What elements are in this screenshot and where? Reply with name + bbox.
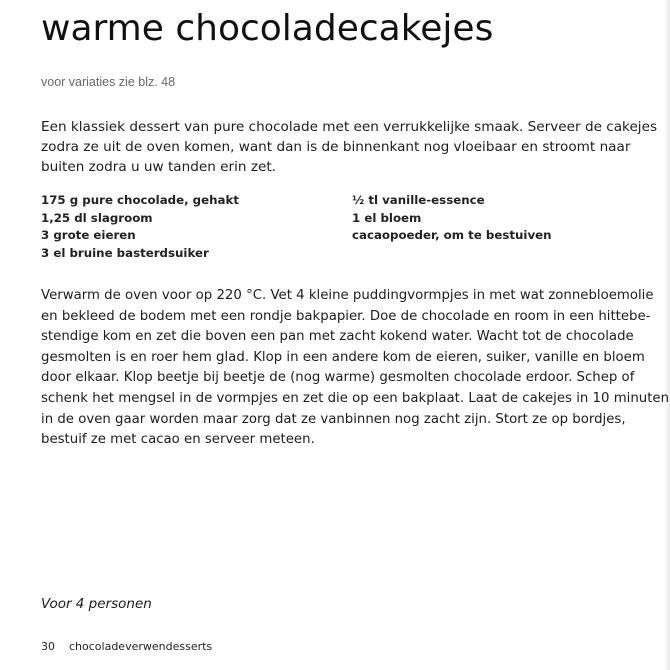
- method-line: door elkaar. Klop beetje bij beetje de (nog warme) gesmolten chocolade erdoor. Schep of: [41, 370, 635, 386]
- method-line: Verwarm de oven voor op 220 °C. Vet 4 kleine puddingvormpjes in met wat zonnebloemolie: [41, 288, 654, 303]
- intro-line: buiten zodra u uw tanden erin zet.: [41, 159, 276, 175]
- ingredient-item: 3 el bruine basterdsuiker: [41, 245, 209, 260]
- method-line: bestuif ze met cacao en serveer meteen.: [41, 432, 315, 448]
- ingredient-item: 1 el bloem: [352, 210, 422, 225]
- method-line: gesmolten is en roer hem glad. Klop in een andere kom de eieren, suiker, vanille en bloem: [41, 349, 645, 365]
- servings: Voor 4 personen: [41, 596, 152, 612]
- ingredients-list-left: [41, 192, 239, 262]
- method-line: schenk het mengsel in de vormpjes en zet die op een bakplaat. Laat de cakejes in 10 minuten: [41, 390, 670, 406]
- page-number: 30: [41, 640, 55, 653]
- page-footer: [41, 640, 212, 653]
- variations-note: voor variaties zie blz. 48: [41, 75, 176, 89]
- method-line: stendige kom en zet die boven een pan met zacht kokend water. Wacht tot de chocolade: [41, 329, 634, 345]
- intro-line: Een klassiek dessert van pure chocolade met een verrukkelijke smaak. Serveer de cakejes: [41, 119, 658, 135]
- recipe-title: warme chocoladecakejes: [41, 8, 494, 49]
- ingredient-item: ½ tl vanille-essence: [352, 193, 485, 207]
- method-paragraph: [41, 286, 669, 451]
- ingredient-item: 175 g pure chocolade, gehakt: [41, 193, 239, 207]
- ingredient-item: cacaopoeder, om te bestuiven: [352, 228, 552, 243]
- ingredients-list-right: [352, 192, 552, 245]
- method-line: in de oven gaar worden maar zorg dat ze vanbinnen nog zacht zijn. Stort ze op bordjes,: [41, 411, 626, 427]
- intro-line: zodra ze uit de oven komen, want dan is de binnenkant nog vloeibaar en stroomt naar: [41, 139, 631, 155]
- book-title: chocoladeverwendesserts: [69, 640, 213, 653]
- ingredient-item: 3 grote eieren: [41, 228, 136, 243]
- intro-paragraph: [41, 117, 658, 177]
- method-line: en bekleed de bodem met een rondje bakpapier. Doe de chocolade en room in een hittebe-: [41, 308, 651, 324]
- ingredient-item: 1,25 dl slagroom: [41, 210, 153, 225]
